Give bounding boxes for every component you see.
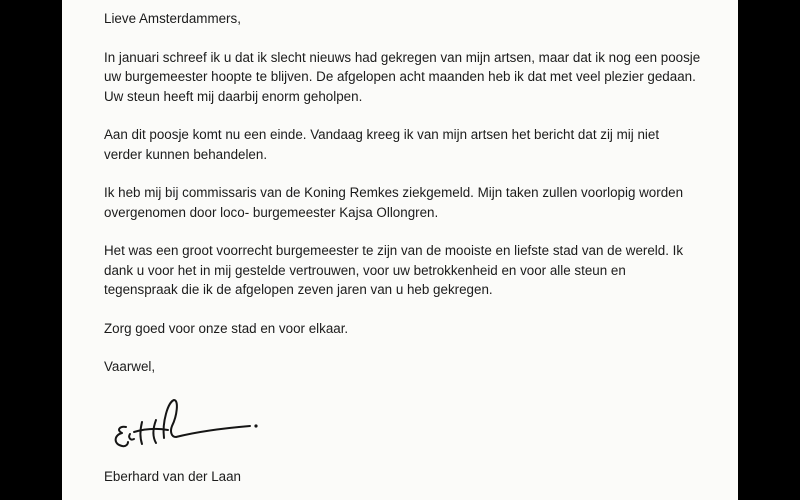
letter-body (104, 9, 714, 377)
letter-salutation: Lieve Amsterdammers, (104, 11, 241, 26)
letter-paragraph-1 (104, 48, 714, 107)
letter-line: dank u voor het in mij gestelde vertrouwen, voor uw betrokkenheid en voor alle steun en (104, 262, 626, 278)
letter-line: verder kunnen behandelen. (104, 146, 268, 162)
letter-line: Aan dit poosje komt nu een einde. Vandaag kreeg ik van mijn artsen het bericht dat zij mij niet (104, 127, 660, 142)
letter-line: uw burgemeester hoopte te blijven. De afgelopen acht maanden heb ik dat met veel plezier gedaan. (104, 69, 696, 84)
letter-line: Het was een groot voorrecht burgemeester te zijn van de mooiste en liefste stad van de wereld. Ik (104, 243, 684, 258)
letter-line: overgenomen door loco- burgemeester Kajsa Ollongren. (104, 204, 439, 220)
letter-paragraph-2 (104, 125, 714, 164)
letter-page (62, 0, 738, 500)
signer-name: Eberhard van der Laan (104, 469, 241, 484)
letter-line: In januari schreef ik u dat ik slecht nieuws had gekregen van mijn artsen, maar dat ik nog een poosje (104, 49, 701, 65)
handwritten-signature (104, 392, 274, 452)
letter-line: Ik heb mij bij commissaris van de Koning Remkes ziekgemeld. Mijn taken zullen voorlopig worden (104, 185, 684, 200)
letter-paragraph-3 (104, 183, 714, 222)
letter-farewell: Vaarwel, (104, 359, 156, 374)
letter-paragraph-4 (104, 241, 714, 300)
letter-line: tegenspraak die ik de afgelopen zeven jaren van u heb gekregen. (104, 282, 493, 297)
letter-closing: Zorg goed voor onze stad en voor elkaar. (104, 320, 349, 336)
letter-line: Uw steun heeft mij daarbij enorm geholpen. (104, 88, 363, 104)
